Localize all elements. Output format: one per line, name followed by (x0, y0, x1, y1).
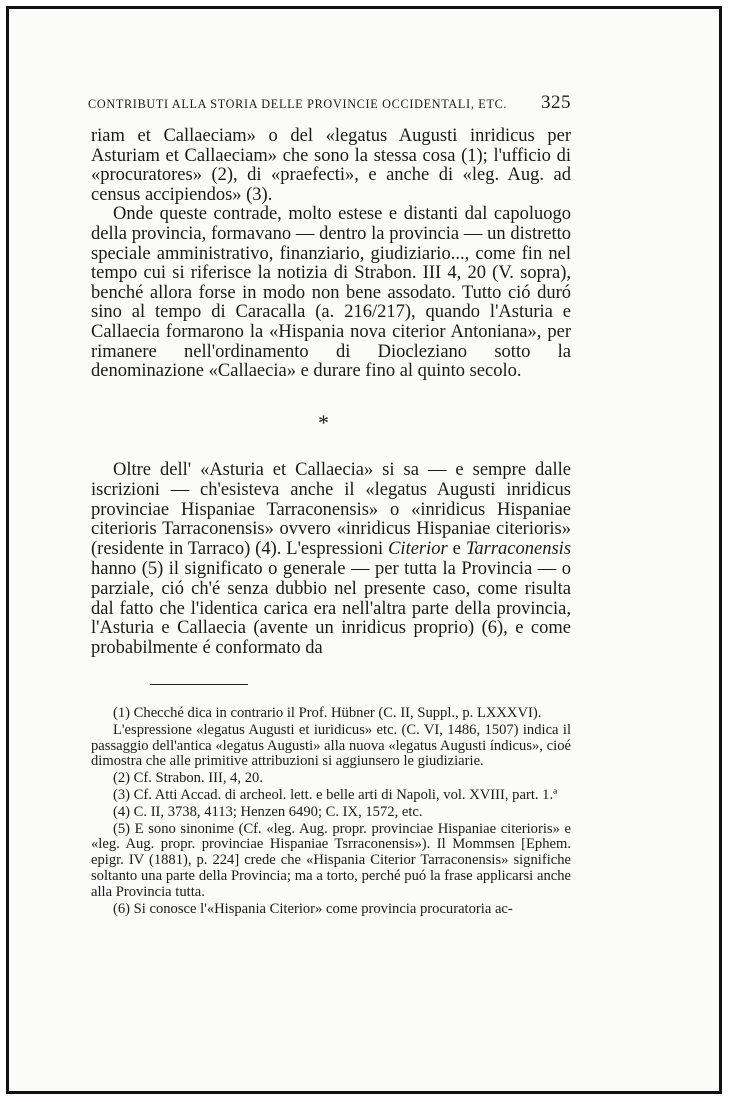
body-text-bottom (91, 461, 571, 659)
page-number: 325 (541, 92, 571, 113)
footnote-4: (4) C. II, 3738, 4113; Henzen 6490; C. IX, 1572, etc. (113, 803, 423, 820)
footnote-1: (1) Checché dica in contrario il Prof. Hübner (C. II, Suppl., p. LXXXVI). (113, 705, 542, 721)
running-title: CONTRIBUTI ALLA STORIA DELLE PROVINCIE OCCIDENTALI, ETC. (88, 97, 508, 111)
footnote-6: (6) Si conosce l'«Hispania Citerior» come provincia procuratoria ac- (113, 900, 513, 917)
body-text-top (91, 127, 571, 382)
italic-term: Tarraconensis (465, 539, 572, 560)
paragraph-text: hanno (5) il significato o generale — per tutta la Provincia — o parziale, ció ch'é senza dubbio nel presente caso, come risulta dal fatto che l'identica carica era nell'altra parte della provincia, l'Asturia e Callaecia (avente un inridicus proprio) (6), e come probabilmente é conformato da (91, 558, 571, 659)
footnote-3: (3) Cf. Atti Accad. di archeol. lett. e belle arti di Napoli, vol. XVIII, part. 1.ª (113, 786, 558, 803)
body-paragraph: Onde queste contrade, molto estese e distanti dal capoluogo della provincia, formavano — dentro la provincia — un distretto speciale amministrativo, finanziario, giudiziario..., come fin nel tempo cui si riferisce la notizia di Strabon. III 4, 20 (V. sopra), benché allora forse in modo non bene assodato. Tutto ció duró sino al tempo di Caracalla (a. 216/217), quando l'Asturia e Callaecia formarono la «Hispania nova citerior Antoniana», per rimanere nell'ordinamento di Diocleziano sotto la denominazione «Callaecia» e durare fino al quinto secolo. (91, 204, 571, 382)
footnote-1-continued: L'espressione «legatus Augusti et iuridicus» etc. (C. VI, 1486, 1507) indica il passaggio dell'antica «legatus Augusti» alla nuova «legatus Augusti índicus», cioé dimostra che alle primitive attribuzioni si aggiunsero le giudiziarie. (91, 721, 571, 770)
body-paragraph: riam et Callaeciam» o del «legatus Augusti inridicus per Asturiam et Callaeciam» che sono la stessa cosa (1); l'ufficio di «procuratores» (2), di «praefecti», e anche di «leg. Aug. ad census accipiendos» (3). (91, 126, 571, 205)
running-head (88, 92, 571, 114)
paragraph-text: e (447, 539, 466, 560)
body-paragraph-2 (91, 461, 571, 659)
paragraph-text: Oltre dell' «Asturia et Callaecia» si sa — e sempre dalle iscrizioni — ch'esisteva anche il «legatus Augusti inridicus provinciae Hispaniae Tarraconensis» o «inridicus Hispaniae citerioris Tarraconensis» ovvero «inridicus Hispaniae citerioris» (residente in Tarraco) (4). L'espressioni (91, 460, 571, 560)
italic-term: Citerior (388, 539, 448, 560)
footnote-2: (2) Cf. Strabon. III, 4, 20. (113, 770, 263, 787)
footnote-5: (5) E sono sinonime (Cf. «leg. Aug. propr. provinciae Hispaniae citerioris» e «leg. Aug. propr. provinciae Hispaniae Tsrraconensis»). Il Mommsen [Ephem. epigr. IV (1881), p. 224] crede che «Hispania Citerior Tarraconensis» significhe soltanto una parte della Provincia; ma a torto, perché puó la frase applicarsi anche alla Provincia tutta. (91, 820, 571, 900)
footnote-rule (150, 684, 248, 685)
section-asterisk: * (318, 410, 329, 435)
footnotes (91, 706, 571, 918)
